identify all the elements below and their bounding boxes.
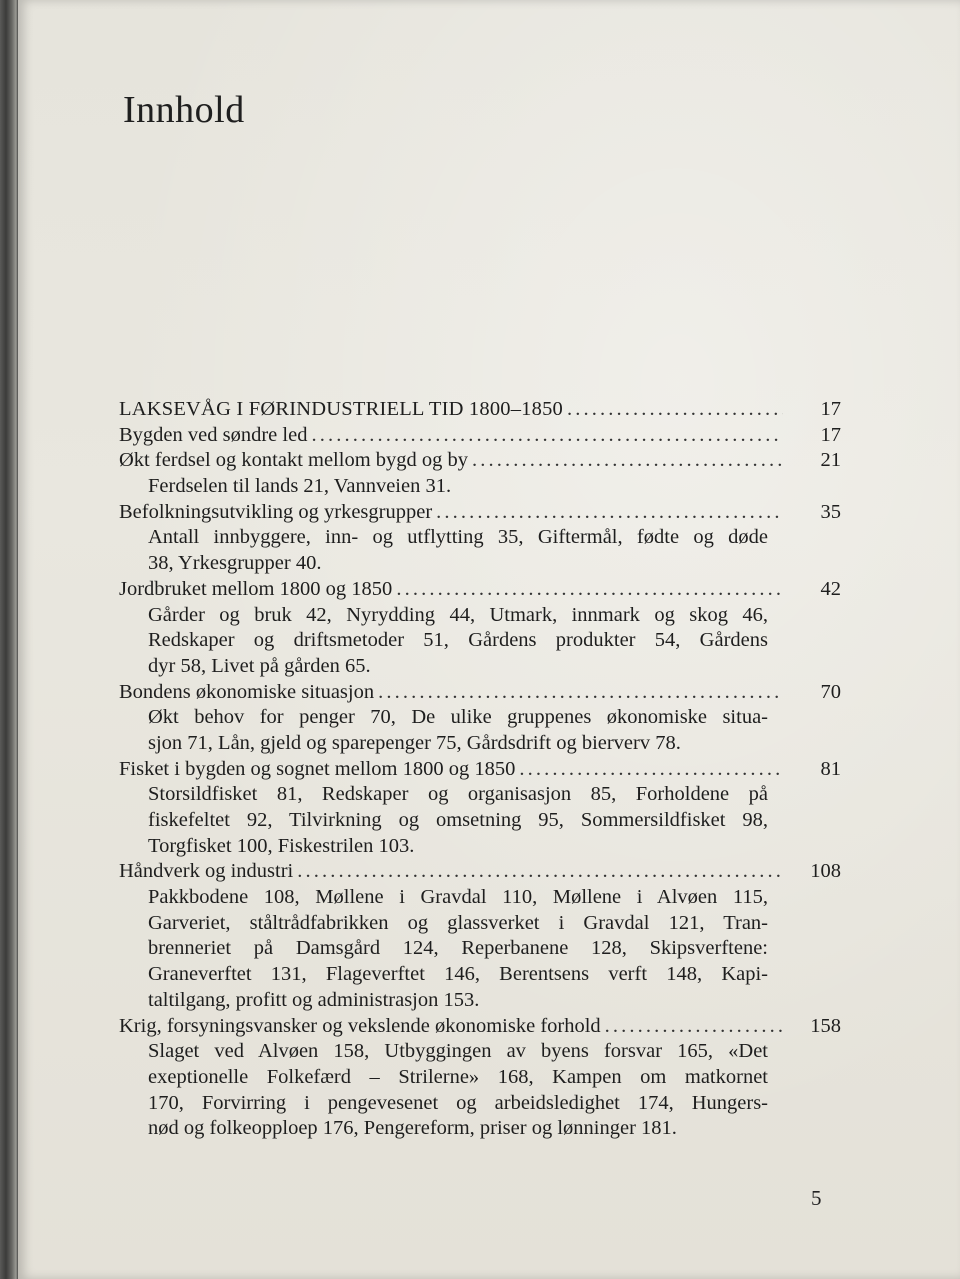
toc-entry xyxy=(119,448,841,474)
toc-leader-dots xyxy=(378,680,783,706)
toc-entry-page: 35 xyxy=(820,500,841,523)
toc-entry xyxy=(119,1014,841,1040)
toc-leader-dots xyxy=(605,1014,783,1040)
toc-leader-dots xyxy=(396,577,783,603)
toc-entry-title: Befolkningsutvikling og yrkesgrupper xyxy=(119,500,433,523)
toc-subentry-line: Ferdselen til lands 21, Vannveien 31. xyxy=(148,475,452,498)
toc-entry-page: 17 xyxy=(820,423,841,446)
toc-entry-title: Bondens økonomiske situasjon xyxy=(119,680,375,703)
book-page xyxy=(18,0,960,1279)
toc-entry-page: 21 xyxy=(820,449,841,472)
toc-subentry-line: Garveriet, ståltrådfabrikken og glassverket i Gravdal 121, Tran- xyxy=(148,911,768,934)
toc-subentry-line: Storsildfisket 81, Redskaper og organisasjon 85, Forholdene på xyxy=(148,783,768,806)
toc-entry-page: 17 xyxy=(820,398,841,420)
toc-leader-dots xyxy=(472,448,783,474)
toc-subentry-line: Redskaper og driftsmetoder 51, Gårdens produkter 54, Gårdens xyxy=(148,629,768,652)
toc-subentry-line: Antall innbyggere, inn- og utflytting 35, Giftermål, fødte og døde xyxy=(148,526,768,549)
toc-entry xyxy=(119,859,841,885)
toc-subentry-line: 38, Yrkesgrupper 40. xyxy=(148,552,322,575)
toc-subentry-line: Torgfisket 100, Fiskestrilen 103. xyxy=(148,834,415,857)
toc-entry xyxy=(119,757,841,783)
toc-entry-title: LAKSEVÅG I FØRINDUSTRIELL TID 1800–1850 xyxy=(119,398,563,420)
toc-entry-page: 108 xyxy=(810,860,841,883)
toc-subentry-line: nød og folkeopploep 176, Pengereform, priser og lønninger 181. xyxy=(148,1117,677,1140)
toc-entry xyxy=(119,423,841,449)
toc-entry xyxy=(119,397,841,423)
toc-entry-title: Jordbruket mellom 1800 og 1850 xyxy=(119,577,393,600)
toc-entry-title: Håndverk og industri xyxy=(119,860,294,883)
toc-entry xyxy=(119,680,841,706)
toc-entry-title: Fisket i bygden og sognet mellom 1800 og 1850 xyxy=(119,757,516,780)
toc-subentry-line: exeptionelle Folkefærd – Strilerne» 168, Kampen om matkornet xyxy=(148,1065,768,1088)
toc-leader-dots xyxy=(567,397,783,423)
toc-subentry-line: Graneverftet 131, Flageverftet 146, Berentsens verft 148, Kapi- xyxy=(148,963,768,986)
table-of-contents xyxy=(119,397,841,1142)
toc-leader-dots xyxy=(436,500,783,526)
toc-entry xyxy=(119,500,841,526)
toc-leader-dots xyxy=(297,859,783,885)
toc-subentry-line: dyr 58, Livet på gården 65. xyxy=(148,654,371,677)
toc-subentry-line: Gårder og bruk 42, Nyrydding 44, Utmark, innmark og skog 46, xyxy=(148,603,768,626)
toc-subentry-line: Pakkbodene 108, Møllene i Gravdal 110, Møllene i Alvøen 115, xyxy=(148,886,768,909)
toc-subentry-line: 170, Forvirring i pengevesenet og arbeidsledighet 174, Hungers- xyxy=(148,1091,768,1114)
toc-subentry-line: Slaget ved Alvøen 158, Utbyggingen av byens forsvar 165, «Det xyxy=(148,1040,768,1063)
toc-entry-title: Bygden ved søndre led xyxy=(119,423,308,446)
toc-entry-title: Økt ferdsel og kontakt mellom bygd og by xyxy=(119,449,469,472)
toc-entry-page: 70 xyxy=(820,680,841,703)
toc-leader-dots xyxy=(311,423,783,449)
toc-subentry-line: fiskefeltet 92, Tilvirkning og omsetning 95, Sommersildfisket 98, xyxy=(148,809,768,831)
toc-subentry-line: sjon 71, Lån, gjeld og sparepenger 75, Gårdsdrift og bierverv 78. xyxy=(148,731,681,754)
page-number: 5 xyxy=(811,1186,822,1210)
toc-entry-title: Krig, forsyningsvansker og vekslende økonomiske forhold xyxy=(119,1014,601,1037)
toc-entry-page: 42 xyxy=(820,577,841,600)
page-title: Innhold xyxy=(123,89,245,131)
toc-leader-dots xyxy=(519,757,783,783)
toc-entry-page: 81 xyxy=(820,757,841,780)
toc-entry xyxy=(119,577,841,603)
toc-subentry-line: Økt behov for penger 70, De ulike gruppenes økonomiske situa- xyxy=(148,706,768,729)
toc-subentry-line: taltilgang, profitt og administrasjon 153. xyxy=(148,988,480,1011)
toc-entry-page: 158 xyxy=(810,1014,841,1037)
toc-subentry-line: brenneriet på Damsgård 124, Reperbanene 128, Skipsverftene: xyxy=(148,937,768,960)
